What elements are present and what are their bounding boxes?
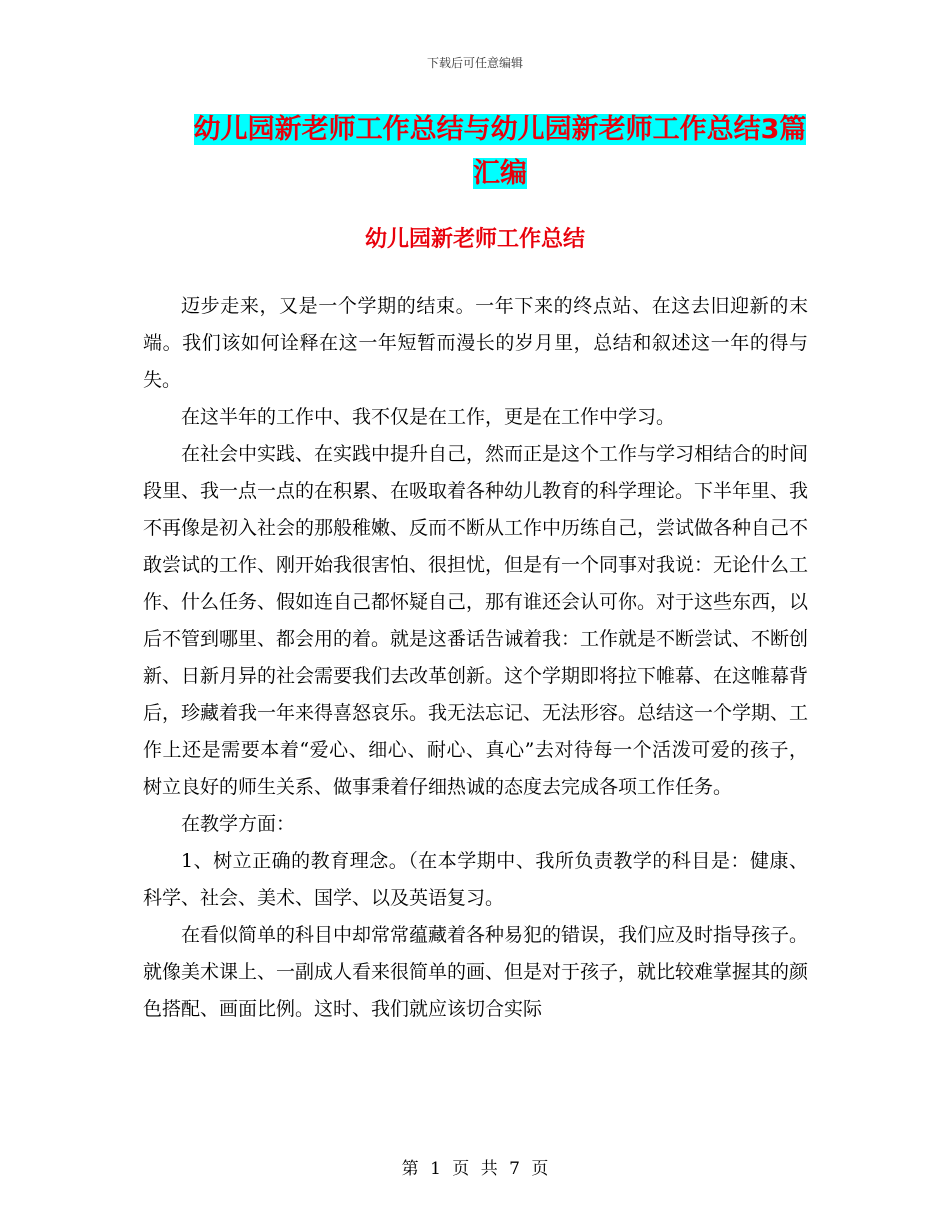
section-title: 幼儿园新老师工作总结 <box>364 227 585 252</box>
document-title <box>190 108 810 196</box>
paragraph: 在教学方面： <box>181 813 296 835</box>
paragraph: 1、树立正确的教育理念。（在本学期中、我所负责教学的科目是：健康、科学、社会、美术、国学、以及英语复习。 <box>143 850 808 909</box>
body-text <box>143 288 808 1028</box>
header-note: 下载后可任意编辑 <box>426 56 523 70</box>
paragraph: 在看似简单的科目中却常常蕴藏着各种易犯的错误，我们应及时指导孩子。就像美术课上、一副成人看来很简单的画、但是对于孩子，就比较难掌握其的颜色搭配、画面比例。这时、我们就应该切合实际 <box>143 924 809 1020</box>
paragraph: 在社会中实践、在实践中提升自己，然而正是这个工作与学习相结合的时间段里、我一点一点的在积累、在吸取着各种幼儿教育的科学理论。下半年里、我不再像是初入社会的那般稚嫩、反而不断从工作中历练自己，尝试做各种自己不敢尝试的工作、刚开始我很害怕、很担忧，但是有一个同事对我说：无论什么工作、什么任务、假如连自己都怀疑自己，那有谁还会认可你。对于这些东西，以后不管到哪里、都会用的着。就是这番话告诫着我：工作就是不断尝试、不断创新、日新月异的社会需要我们去改革创新。这个学期即将拉下帷幕、在这帷幕背后，珍藏着我一年来得喜怒哀乐。我无法忘记、无法形容。总结这一个学期、工作上还是需要本着“爱心、细心、耐心、真心”去对待每一个活泼可爱的孩子，树立良好的师生关系、做事秉着仔细热诚的态度去完成各项工作任务。 <box>143 443 809 798</box>
document-title-line-1: 幼儿园新老师工作总结与幼儿园新老师工作总结3篇 <box>193 114 807 145</box>
paragraph: 在这半年的工作中、我不仅是在工作，更是在工作中学习。 <box>181 406 676 428</box>
document-title-line-2: 汇编 <box>473 158 527 189</box>
paragraph: 迈步走来，又是一个学期的结束。一年下来的终点站、在这去旧迎新的末端。我们该如何诠释在这一年短暂而漫长的岁月里，总结和叙述这一年的得与失。 <box>143 295 808 391</box>
page-number-footer: 第 1 页 共 7 页 <box>401 1159 549 1179</box>
